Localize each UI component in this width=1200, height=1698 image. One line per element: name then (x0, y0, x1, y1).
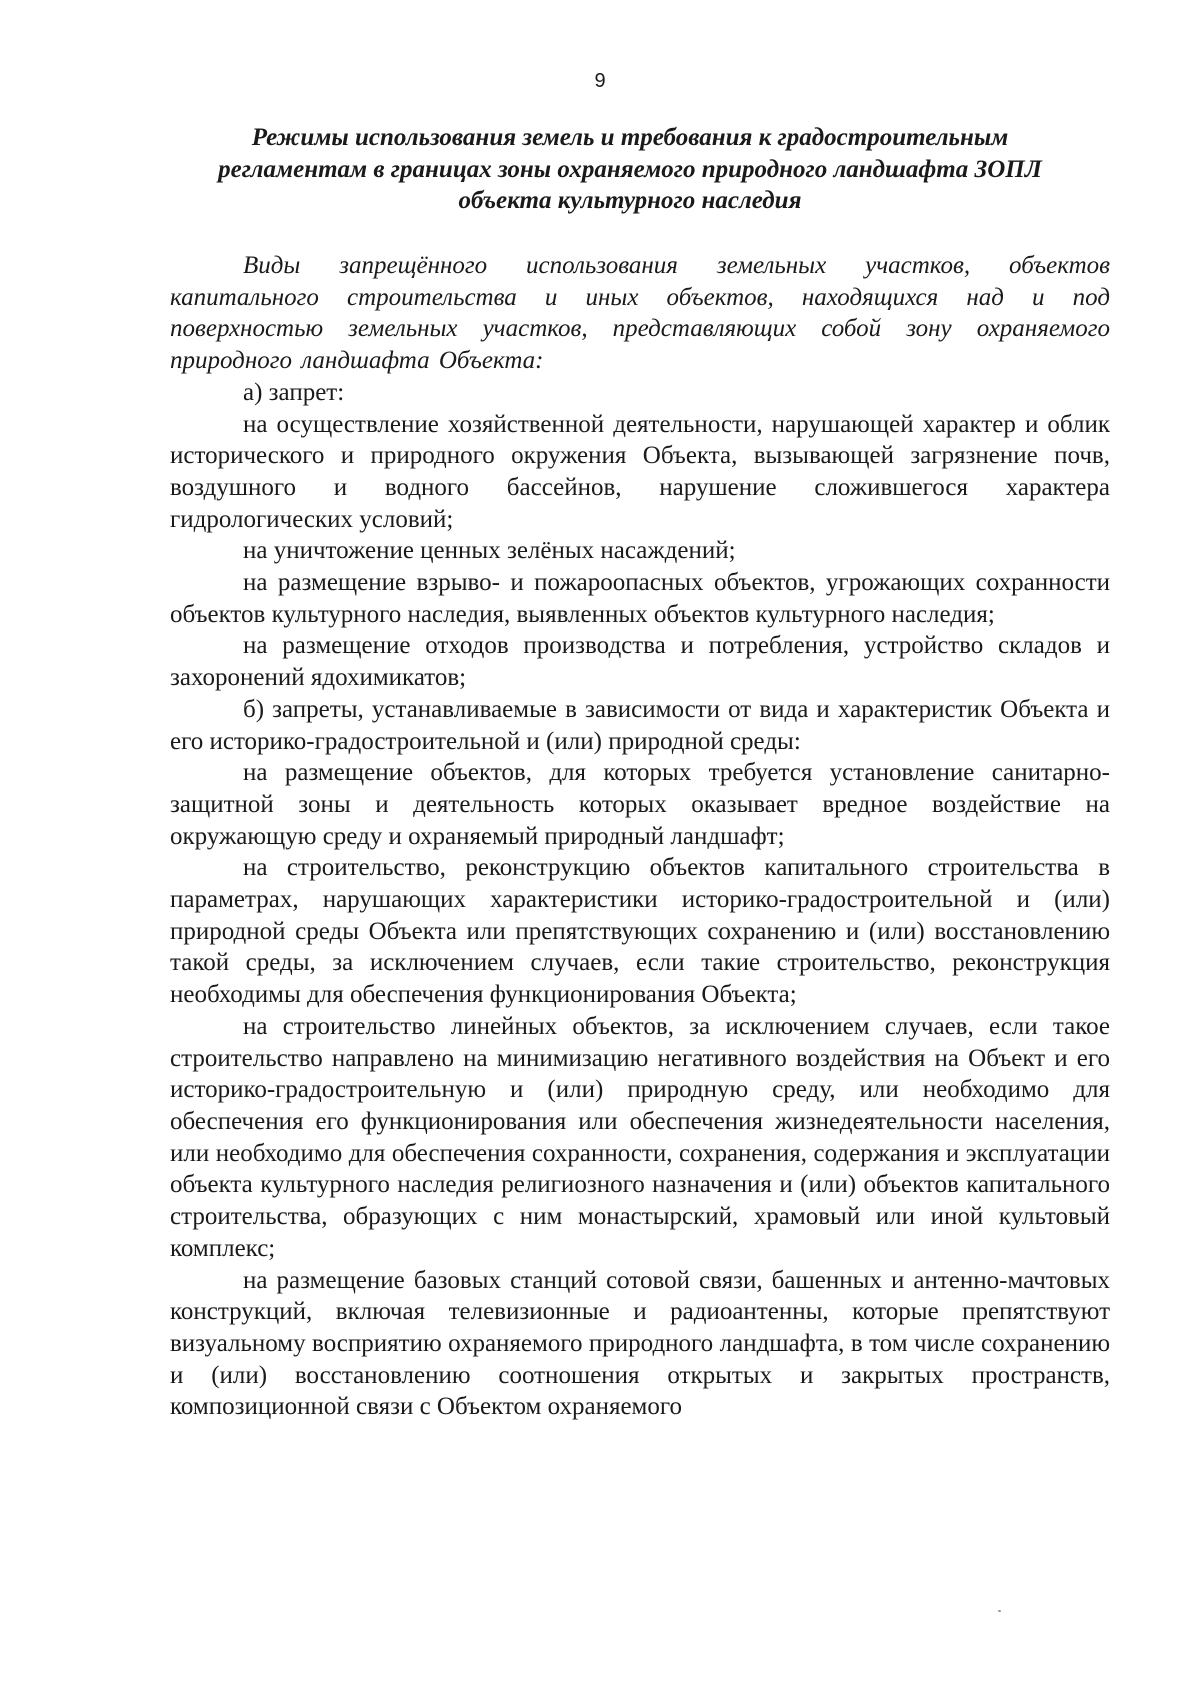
scan-artifact (998, 1610, 1001, 1612)
document-body (170, 250, 1110, 1423)
page-number: 9 (594, 70, 606, 92)
title-line-2: регламентам в границах зоны охраняемого природного ландшафта ЗОПЛ (218, 155, 1042, 183)
document-title (170, 122, 1090, 217)
paragraph: на осуществление хозяйственной деятельности, нарушающей характер и облик исторического и природного окружения Объекта, вызывающей загрязнение почв, воздушного и водного бассейнов, нарушение сложившегося характера гидрологических условий; (170, 410, 1110, 533)
paragraph: на размещение объектов, для которых требуется установление санитарно-защитной зоны и деятельность которых оказывает вредное воздействие на окружающую среду и охраняемый природный ландшафт; (170, 759, 1110, 850)
paragraph: на размещение базовых станций сотовой связи, башенных и антенно-мачтовых конструкций, включая телевизионные и радиоантенны, которые препятствуют визуальному восприятию охраняемого природного ландшафта, в том числе сохранению и (или) восстановлению соотношения открытых и закрытых пространств, композиционной связи с Объектом охраняемого (170, 1266, 1110, 1421)
intro-paragraph: Виды запрещённого использования земельных участков, объектов капитального строительства и иных объектов, находящихся над и под поверхностью земельных участков, представляющих собой зону охраняемого природного ландшафта Объекта: (170, 252, 1110, 375)
paragraph: на строительство линейных объектов, за исключением случаев, если такое строительство направлено на минимизацию негативного воздействия на Объект и его историко-градостроительную и (или) природную среду, или необходимо для обеспечения его функционирования или обеспечения жизнедеятельности населения, или необходимо для обеспечения сохранности, сохранения, содержания и эксплуатации объекта культурного наследия религиозного назначения и (или) объектов капитального строительства, образующих с ним монастырский, храмовый или иной культовый комплекс; (170, 1012, 1110, 1262)
section-b-heading: б) запреты, устанавливаемые в зависимости от вида и характеристик Объекта и его историко-градостроительной и (или) природной среды: (170, 695, 1110, 755)
title-line-1: Режимы использования земель и требования к градостроительным (251, 124, 1009, 151)
section-a-heading: а) запрет: (243, 378, 345, 406)
title-line-3: объекта культурного наследия (458, 187, 802, 214)
paragraph: на размещение взрыво- и пожароопасных объектов, угрожающих сохранности объектов культурного наследия, выявленных объектов культурного наследия; (170, 569, 1110, 628)
paragraph: на размещение отходов производства и потребления, устройство складов и захоронений ядохимикатов; (170, 632, 1110, 692)
paragraph: на строительство, реконструкцию объектов капитального строительства в параметрах, нарушающих характеристики историко-градостроительной и (или) природной среды Объекта или препятствующих сохранению и (или) восстановлению такой среды, за исключением случаев, если такие строительство, реконструкция необходимы для обеспечения функционирования Объекта; (170, 854, 1110, 1009)
paragraph: на уничтожение ценных зелёных насаждений; (243, 537, 736, 565)
